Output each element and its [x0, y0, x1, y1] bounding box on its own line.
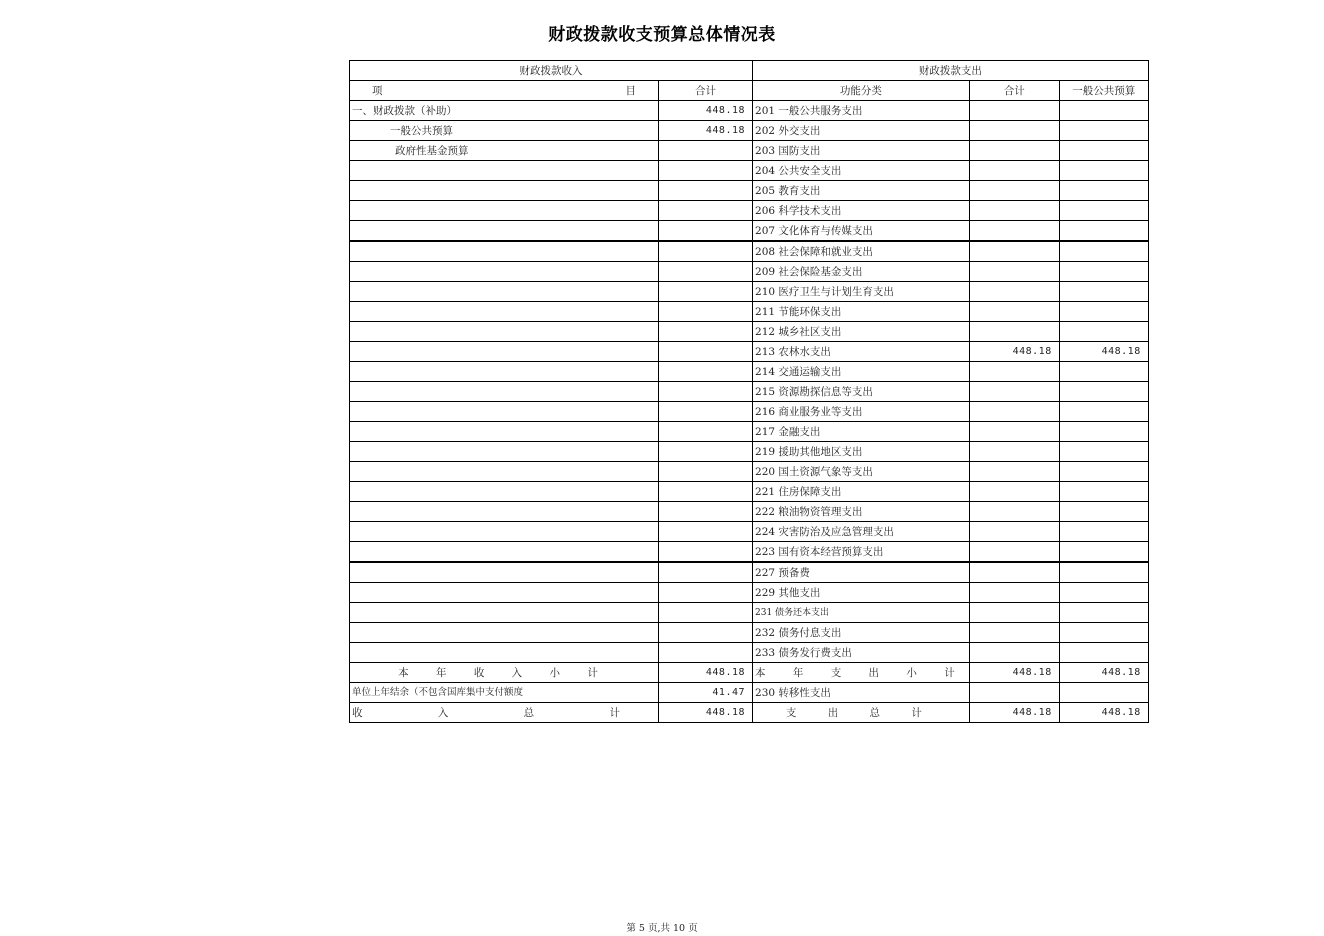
expense-general-cell [1059, 522, 1148, 542]
expense-category-cell: 215 资源勘探信息等支出 [753, 382, 970, 402]
income-item-cell [350, 482, 659, 502]
category-header: 功能分类 [753, 81, 970, 101]
income-item-cell [350, 623, 659, 643]
expense-total-cell [969, 161, 1059, 181]
expense-total-cell [969, 302, 1059, 322]
group-header-row [350, 61, 1149, 81]
expense-general-cell [1059, 181, 1148, 201]
expense-general-cell [1059, 362, 1148, 382]
table-row [350, 422, 1149, 442]
income-item-cell [350, 362, 659, 382]
summary-income-value: 41.47 [659, 683, 753, 703]
income-item-cell [350, 522, 659, 542]
expense-total-cell [969, 262, 1059, 282]
subtotal-row [350, 663, 1149, 683]
summary-expense-general: 448.18 [1059, 663, 1148, 683]
expense-total-cell [969, 542, 1059, 563]
income-value-cell [659, 322, 753, 342]
summary-expense-total: 448.18 [969, 663, 1059, 683]
income-value-cell [659, 342, 753, 362]
expense-general-cell [1059, 562, 1148, 583]
summary-expense-general: 448.18 [1059, 703, 1148, 723]
expense-category-cell: 209 社会保险基金支出 [753, 262, 970, 282]
expense-general-cell [1059, 542, 1148, 563]
expense-general-cell [1059, 623, 1148, 643]
expense-category-cell: 219 援助其他地区支出 [753, 442, 970, 462]
grand-total-row [350, 703, 1149, 723]
income-item-cell [350, 382, 659, 402]
expense-general-cell [1059, 583, 1148, 603]
income-value-cell [659, 502, 753, 522]
expense-category-cell: 214 交通运输支出 [753, 362, 970, 382]
summary-income-label: 本 年 收 入 小 计 [350, 663, 659, 683]
summary-income-label: 单位上年结余（不包含国库集中支付额度 [350, 683, 659, 703]
table-row [350, 362, 1149, 382]
table-row [350, 262, 1149, 282]
income-item-cell [350, 262, 659, 282]
expense-total-cell [969, 422, 1059, 442]
expense-category-cell: 232 债务付息支出 [753, 623, 970, 643]
expense-general-cell [1059, 482, 1148, 502]
expense-total-cell [969, 322, 1059, 342]
table-row [350, 382, 1149, 402]
income-item-cell [350, 322, 659, 342]
income-item-cell [350, 402, 659, 422]
income-item-cell [350, 161, 659, 181]
income-item-cell: 政府性基金预算 [350, 141, 659, 161]
expense-total-cell [969, 583, 1059, 603]
income-item-cell [350, 181, 659, 201]
summary-expense-label: 本 年 支 出 小 计 [753, 663, 970, 683]
income-item-cell [350, 282, 659, 302]
expense-group-header: 财政拨款支出 [753, 61, 1149, 81]
income-value-cell [659, 221, 753, 242]
page-footer: 第 5 页,共 10 页 [626, 923, 698, 934]
expense-category-cell: 211 节能环保支出 [753, 302, 970, 322]
item-header-right: 目 [625, 84, 637, 97]
expense-general-cell: 448.18 [1059, 342, 1148, 362]
expense-general-cell [1059, 141, 1148, 161]
income-value-cell [659, 141, 753, 161]
summary-income-value: 448.18 [659, 663, 753, 683]
item-header-left: 项 [372, 84, 383, 97]
expense-total-cell [969, 101, 1059, 121]
expense-total-cell [969, 282, 1059, 302]
expense-category-cell: 217 金融支出 [753, 422, 970, 442]
page-title: 财政拨款收支预算总体情况表 [548, 25, 776, 45]
expense-general-cell [1059, 101, 1148, 121]
income-item-cell [350, 422, 659, 442]
expense-total-cell [969, 603, 1059, 623]
expense-category-cell: 231 债务还本支出 [753, 603, 970, 623]
income-item-cell [350, 542, 659, 563]
income-value-cell [659, 362, 753, 382]
expense-total-cell [969, 522, 1059, 542]
summary-expense-total [969, 683, 1059, 703]
expense-general-cell [1059, 422, 1148, 442]
income-value-cell [659, 241, 753, 262]
carryover-row [350, 683, 1149, 703]
expense-total-cell [969, 402, 1059, 422]
expense-general-cell [1059, 603, 1148, 623]
income-item-cell: 一般公共预算 [350, 121, 659, 141]
income-value-cell: 448.18 [659, 101, 753, 121]
expense-category-cell: 233 债务发行费支出 [753, 643, 970, 663]
expense-general-cell [1059, 241, 1148, 262]
expense-total-cell [969, 643, 1059, 663]
expense-category-cell: 208 社会保障和就业支出 [753, 241, 970, 262]
income-item-cell [350, 502, 659, 522]
general-budget-header: 一般公共预算 [1059, 81, 1148, 101]
table-row [350, 181, 1149, 201]
table-row [350, 522, 1149, 542]
table-row [350, 623, 1149, 643]
income-value-cell [659, 161, 753, 181]
expense-general-cell [1059, 382, 1148, 402]
expense-category-cell: 201 一般公共服务支出 [753, 101, 970, 121]
expense-general-cell [1059, 201, 1148, 221]
expense-total-cell [969, 221, 1059, 242]
income-item-cell [350, 201, 659, 221]
table-row [350, 442, 1149, 462]
expense-general-cell [1059, 462, 1148, 482]
income-item-cell [350, 603, 659, 623]
income-group-header: 财政拨款收入 [350, 61, 753, 81]
summary-expense-label: 支 出 总 计 [753, 703, 970, 723]
table-row [350, 322, 1149, 342]
table-row [350, 241, 1149, 262]
expense-total-cell [969, 181, 1059, 201]
expense-total-cell [969, 382, 1059, 402]
expense-general-cell [1059, 402, 1148, 422]
income-value-cell [659, 382, 753, 402]
table-row [350, 121, 1149, 141]
expense-category-cell: 206 科学技术支出 [753, 201, 970, 221]
income-value-cell [659, 442, 753, 462]
expense-general-cell [1059, 262, 1148, 282]
summary-expense-label: 230 转移性支出 [753, 683, 970, 703]
income-item-cell [350, 583, 659, 603]
expense-total-cell [969, 623, 1059, 643]
expense-category-cell: 224 灾害防治及应急管理支出 [753, 522, 970, 542]
table-row [350, 482, 1149, 502]
item-header [350, 81, 659, 101]
table-row [350, 402, 1149, 422]
expense-category-cell: 220 国土资源气象等支出 [753, 462, 970, 482]
income-value-cell [659, 562, 753, 583]
income-value-cell [659, 201, 753, 221]
table-row [350, 101, 1149, 121]
column-header-row [350, 81, 1149, 101]
table-row [350, 201, 1149, 221]
summary-expense-general [1059, 683, 1148, 703]
income-total-header: 合计 [659, 81, 753, 101]
expense-category-cell: 210 医疗卫生与计划生育支出 [753, 282, 970, 302]
expense-general-cell [1059, 221, 1148, 242]
income-item-cell [350, 442, 659, 462]
expense-general-cell [1059, 282, 1148, 302]
expense-category-cell: 222 粮油物资管理支出 [753, 502, 970, 522]
income-item-cell [350, 462, 659, 482]
income-item-cell [350, 241, 659, 262]
income-item-cell [350, 562, 659, 583]
summary-income-value: 448.18 [659, 703, 753, 723]
table-row [350, 221, 1149, 242]
table-row [350, 282, 1149, 302]
expense-general-cell [1059, 121, 1148, 141]
income-value-cell [659, 262, 753, 282]
expense-total-cell [969, 482, 1059, 502]
expense-total-cell [969, 502, 1059, 522]
income-item-cell [350, 643, 659, 663]
income-item-cell [350, 221, 659, 242]
expense-total-cell [969, 442, 1059, 462]
expense-category-cell: 203 国防支出 [753, 141, 970, 161]
table-row [350, 462, 1149, 482]
income-value-cell [659, 643, 753, 663]
expense-total-cell [969, 121, 1059, 141]
expense-total-cell [969, 141, 1059, 161]
expense-total-cell: 448.18 [969, 342, 1059, 362]
income-item-cell: 一、财政拨款（补助） [350, 101, 659, 121]
income-value-cell: 448.18 [659, 121, 753, 141]
table-row [350, 562, 1149, 583]
income-value-cell [659, 542, 753, 563]
income-value-cell [659, 482, 753, 502]
income-value-cell [659, 282, 753, 302]
summary-income-label: 收 入 总 计 [350, 703, 659, 723]
income-item-cell [350, 302, 659, 322]
summary-expense-total: 448.18 [969, 703, 1059, 723]
expense-general-cell [1059, 322, 1148, 342]
expense-category-cell: 227 预备费 [753, 562, 970, 583]
expense-category-cell: 204 公共安全支出 [753, 161, 970, 181]
table-row [350, 502, 1149, 522]
expense-category-cell: 205 教育支出 [753, 181, 970, 201]
expense-category-cell: 216 商业服务业等支出 [753, 402, 970, 422]
table-row [350, 583, 1149, 603]
expense-general-cell [1059, 643, 1148, 663]
table-row [350, 161, 1149, 181]
expense-general-cell [1059, 302, 1148, 322]
income-value-cell [659, 623, 753, 643]
expense-category-cell: 207 文化体育与传媒支出 [753, 221, 970, 242]
income-value-cell [659, 402, 753, 422]
expense-category-cell: 212 城乡社区支出 [753, 322, 970, 342]
income-value-cell [659, 422, 753, 442]
table-row [350, 603, 1149, 623]
table-row [350, 542, 1149, 563]
expense-category-cell: 202 外交支出 [753, 121, 970, 141]
table-row [350, 342, 1149, 362]
table-row [350, 141, 1149, 161]
table-row [350, 302, 1149, 322]
income-value-cell [659, 603, 753, 623]
expense-category-cell: 221 住房保障支出 [753, 482, 970, 502]
expense-general-cell [1059, 442, 1148, 462]
expense-general-cell [1059, 161, 1148, 181]
expense-total-cell [969, 462, 1059, 482]
expense-category-cell: 213 农林水支出 [753, 342, 970, 362]
income-value-cell [659, 302, 753, 322]
budget-table [349, 60, 1149, 723]
expense-total-cell [969, 201, 1059, 221]
table-row [350, 643, 1149, 663]
expense-total-cell [969, 362, 1059, 382]
expense-category-cell: 229 其他支出 [753, 583, 970, 603]
expense-category-cell: 223 国有资本经营预算支出 [753, 542, 970, 563]
expense-total-cell [969, 241, 1059, 262]
expense-total-cell [969, 562, 1059, 583]
income-value-cell [659, 583, 753, 603]
income-item-cell [350, 342, 659, 362]
expense-total-header: 合计 [969, 81, 1059, 101]
income-value-cell [659, 522, 753, 542]
income-value-cell [659, 181, 753, 201]
income-value-cell [659, 462, 753, 482]
expense-general-cell [1059, 502, 1148, 522]
